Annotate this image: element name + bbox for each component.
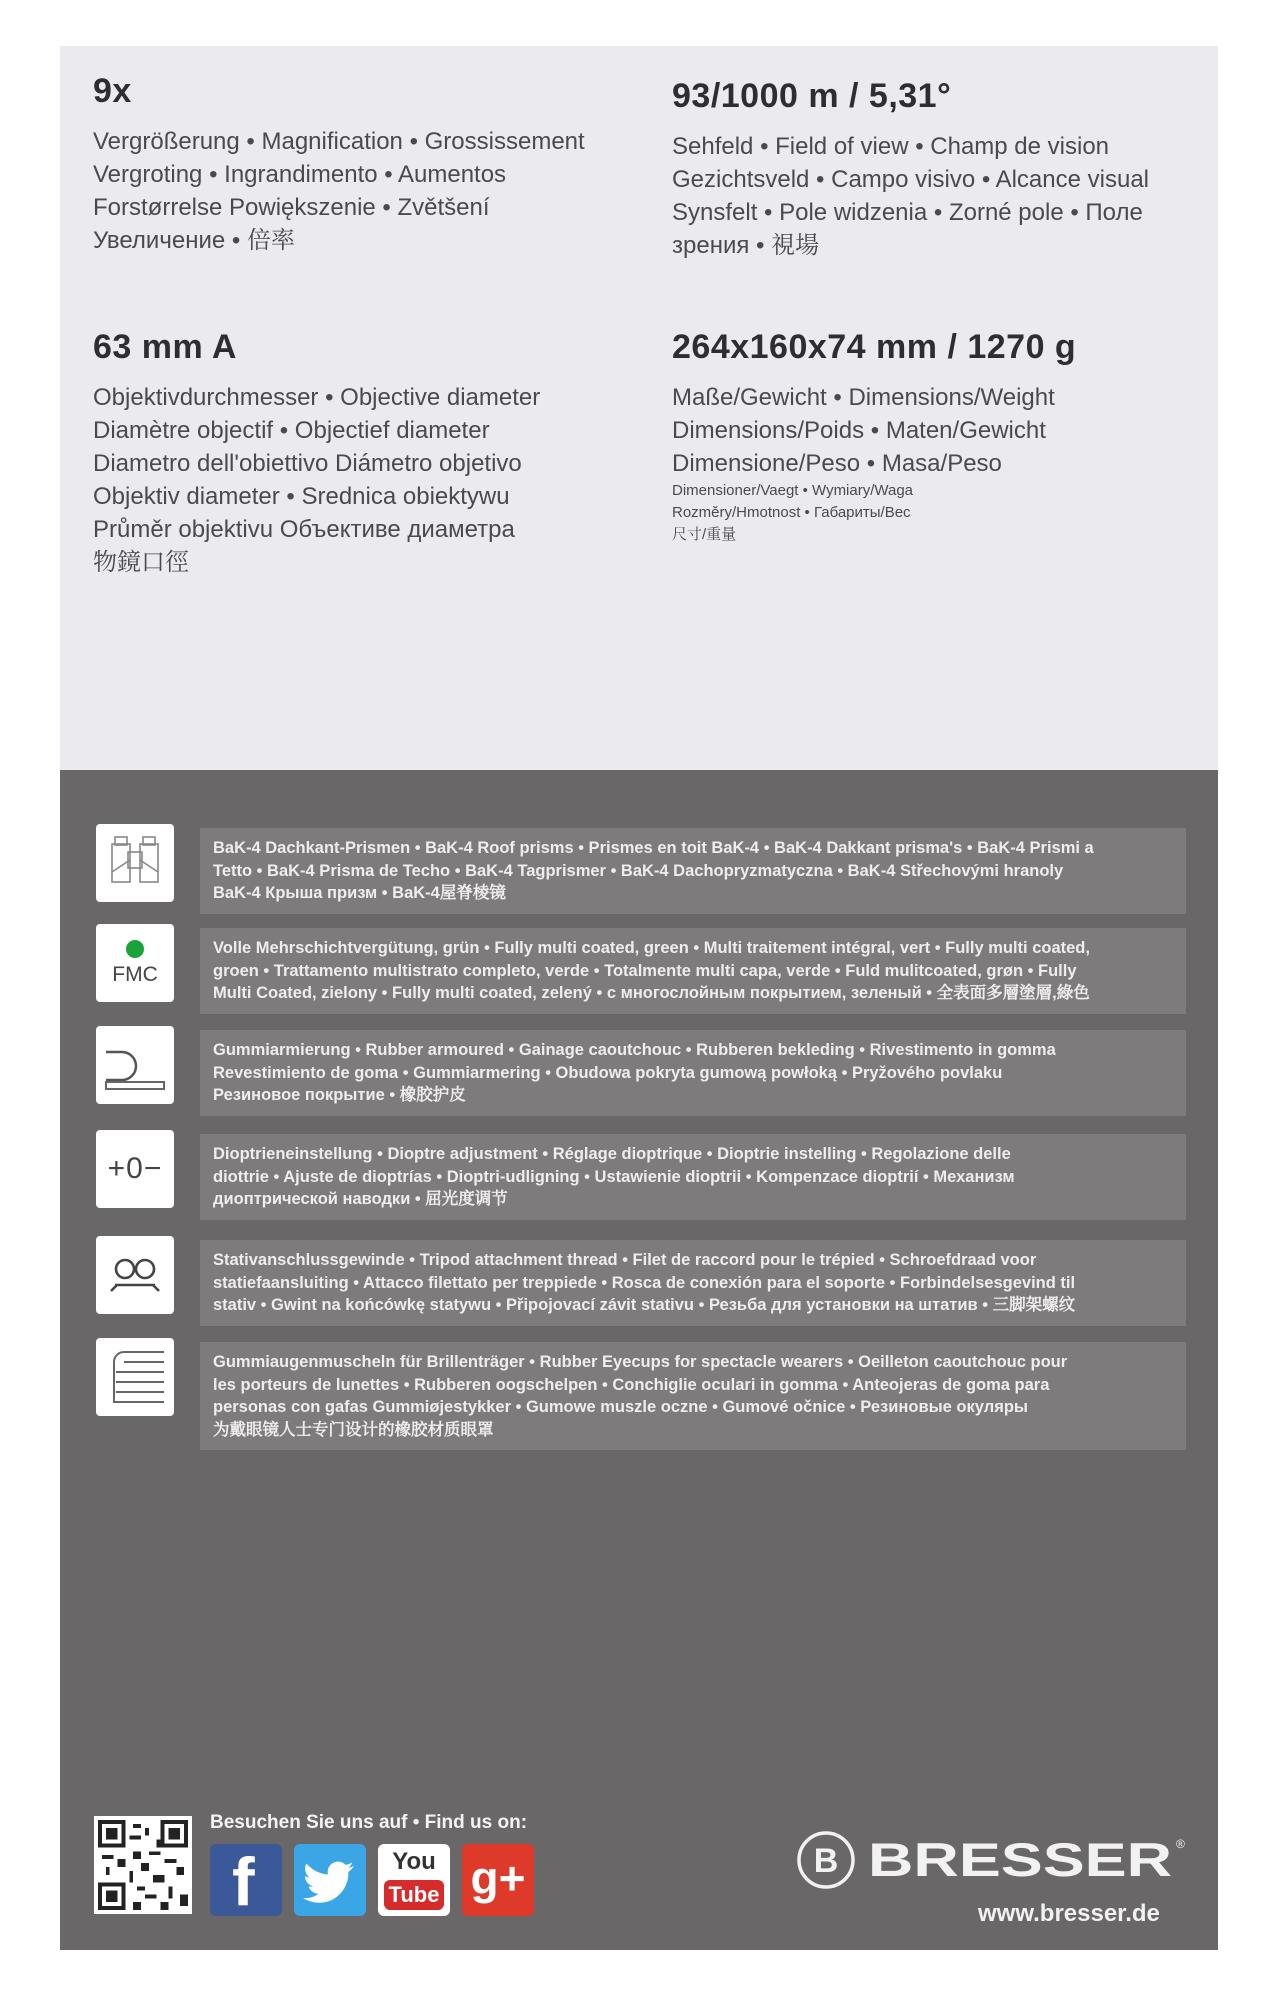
qr-code[interactable] xyxy=(94,1816,192,1914)
spec-line: Vergrößerung • Magnification • Grossissement xyxy=(93,128,585,155)
spec-line: Forstørrelse Powiększenie • Zvětšení xyxy=(93,194,490,221)
feature-line: statiefaansluiting • Attacco filettato per treppiede • Rosca de conexión para el soporte • Forbindelsesgevind til xyxy=(213,1273,1076,1292)
feature-line: les porteurs de lunettes • Rubberen oogschelpen • Conchiglie oculari in gomma • Anteojeras de goma para xyxy=(213,1375,1050,1394)
specifications-panel xyxy=(60,46,1218,770)
feature-line: Revestimiento de goma • Gummiarmering • Obudowa pokryta gumową powłoką • Pryžového povlaku xyxy=(213,1063,1003,1082)
green-dot-icon xyxy=(126,940,144,958)
spec-line: Sehfeld • Field of view • Champ de vision xyxy=(672,133,1110,160)
find-us-label: Besuchen Sie uns auf • Find us on: xyxy=(210,1812,528,1833)
spec-line: Synsfelt • Pole widzenia • Zorné pole • Поле xyxy=(672,199,1143,226)
spec-line: зрения • 視場 xyxy=(672,232,820,259)
spec-objective-diameter xyxy=(93,328,540,579)
feature-line: Multi Coated, zielony • Fully multi coated, zelený • с многослойным покрытием, зеленый • 全表面多層塗層,綠色 xyxy=(213,984,1090,1002)
spec-line: Gezichtsveld • Campo visivo • Alcance visual xyxy=(672,166,1149,193)
fmc-label: FMC xyxy=(112,962,158,986)
registered-mark: ® xyxy=(1176,1837,1185,1851)
feature-line: Резиновое покрытие • 橡胶护皮 xyxy=(213,1086,466,1104)
feature-line: BaK-4 Крыша призм • BaK-4屋脊棱镜 xyxy=(213,884,506,902)
facebook-glyph: f xyxy=(232,1844,255,1916)
spec-line-small: Rozměry/Hmotnost • Габариты/Вес xyxy=(672,504,911,521)
spec-value: 9x xyxy=(93,72,132,110)
spec-field-of-view xyxy=(672,77,1149,262)
tripod-thread-icon xyxy=(96,1236,174,1314)
feature-line: groen • Trattamento multistrato completo, verde • Totalmente multi capa, verde • Fuld mulitcoated, grøn • Fully xyxy=(213,961,1077,980)
feature-description xyxy=(200,1134,1186,1220)
spec-dimensions-weight xyxy=(672,328,1076,546)
feature-description xyxy=(200,828,1186,914)
youtube-bottom-label: Tube xyxy=(384,1880,444,1910)
feature-line: Gummiaugenmuscheln für Brillenträger • Rubber Eyecups for spectacle wearers • Oeilleton caoutchouc pour xyxy=(213,1353,1068,1371)
spec-line: 物鏡口徑 xyxy=(93,549,189,576)
feature-description xyxy=(200,1240,1186,1326)
feature-description xyxy=(200,1342,1186,1450)
rubber-armour-icon xyxy=(96,1026,174,1104)
eyecup-icon xyxy=(96,1338,174,1416)
feature-line: Tetto • BaK-4 Prisma de Techo • BaK-4 Tagprismer • BaK-4 Dachopryzmatyczna • BaK-4 Střechovými hranoly xyxy=(213,861,1064,880)
dioptre-label: +0− xyxy=(107,1152,163,1185)
feature-line: stativ • Gwint na końcówkę statywu • Připojovací závit stativu • Резьба для установки на штатив • 三脚架螺纹 xyxy=(213,1296,1076,1314)
feature-line: personas con gafas Gummiøjestykker • Gumowe muszle oczne • Gumové očnice • Резиновые окуляры xyxy=(213,1398,1029,1416)
dioptre-icon xyxy=(96,1130,174,1208)
spec-value: 63 mm A xyxy=(93,328,237,366)
website-link[interactable]: www.bresser.de xyxy=(978,1900,1160,1927)
youtube-top-label: You xyxy=(392,1848,436,1875)
spec-line: Diamètre objectif • Objectief diameter xyxy=(93,417,490,444)
spec-line: Objektivdurchmesser • Objective diameter xyxy=(93,384,541,411)
feature-line: 为戴眼镜人士专门设计的橡胶材质眼罩 xyxy=(213,1420,494,1439)
spec-line: Dimensions/Poids • Maten/Gewicht xyxy=(672,417,1046,444)
feature-description xyxy=(200,1030,1186,1116)
feature-line: Stativanschlussgewinde • Tripod attachment thread • Filet de raccord pour le trépied • Schroefdraad voor xyxy=(213,1251,1037,1269)
spec-value: 93/1000 m / 5,31° xyxy=(672,77,952,115)
spec-line: Увеличение • 倍率 xyxy=(93,227,295,254)
spec-line-small: 尺寸/重量 xyxy=(672,526,737,543)
google-plus-glyph: g+ xyxy=(470,1852,526,1904)
spec-line: Dimensione/Peso • Masa/Peso xyxy=(672,450,1002,477)
feature-line: Volle Mehrschichtvergütung, grün • Fully multi coated, green • Multi traitement intégral, vert • Fully multi coated, xyxy=(213,939,1090,957)
spec-value: 264x160x74 mm / 1270 g xyxy=(672,328,1077,366)
fmc-icon xyxy=(96,924,174,1002)
feature-description xyxy=(200,928,1186,1014)
logo-letter: B xyxy=(813,1842,839,1880)
spec-line: Diametro dell'obiettivo Diámetro objetivo xyxy=(93,450,522,477)
bresser-logo[interactable] xyxy=(796,1830,1188,1895)
roof-prism-icon xyxy=(96,824,174,902)
box-back-panel xyxy=(60,46,1218,1950)
spec-line: Průměr objektivu Объективе диаметра xyxy=(93,516,515,543)
feature-line: Gummiarmierung • Rubber armoured • Gainage caoutchouc • Rubberen bekleding • Rivestimento in gomma xyxy=(213,1041,1056,1059)
spec-line: Objektiv diameter • Srednica obiektywu xyxy=(93,483,510,510)
youtube-icon[interactable] xyxy=(378,1844,450,1916)
spec-line: Vergroting • Ingrandimento • Aumentos xyxy=(93,161,507,188)
brand-name: BRESSER xyxy=(868,1833,1172,1886)
feature-line: диоптрической наводки • 屈光度调节 xyxy=(213,1190,508,1208)
spec-line: Maße/Gewicht • Dimensions/Weight xyxy=(672,384,1055,411)
twitter-icon[interactable] xyxy=(294,1844,366,1916)
feature-line: Dioptrieneinstellung • Dioptre adjustment • Réglage dioptrique • Dioptrie instelling • Regolazione delle xyxy=(213,1145,1011,1163)
spec-magnification xyxy=(93,72,585,257)
feature-line: BaK-4 Dachkant-Prismen • BaK-4 Roof prisms • Prismes en toit BaK-4 • BaK-4 Dakkant prisma's • BaK-4 Prismi a xyxy=(213,839,1094,857)
spec-line-small: Dimensioner/Vaegt • Wymiary/Waga xyxy=(672,482,914,499)
feature-line: diottrie • Ajuste de dioptrías • Dioptri-udligning • Ustawienie dioptrii • Kompenzace dioptrií • Механизм xyxy=(213,1167,1015,1186)
facebook-icon[interactable] xyxy=(210,1844,282,1916)
google-plus-icon[interactable] xyxy=(462,1844,534,1916)
